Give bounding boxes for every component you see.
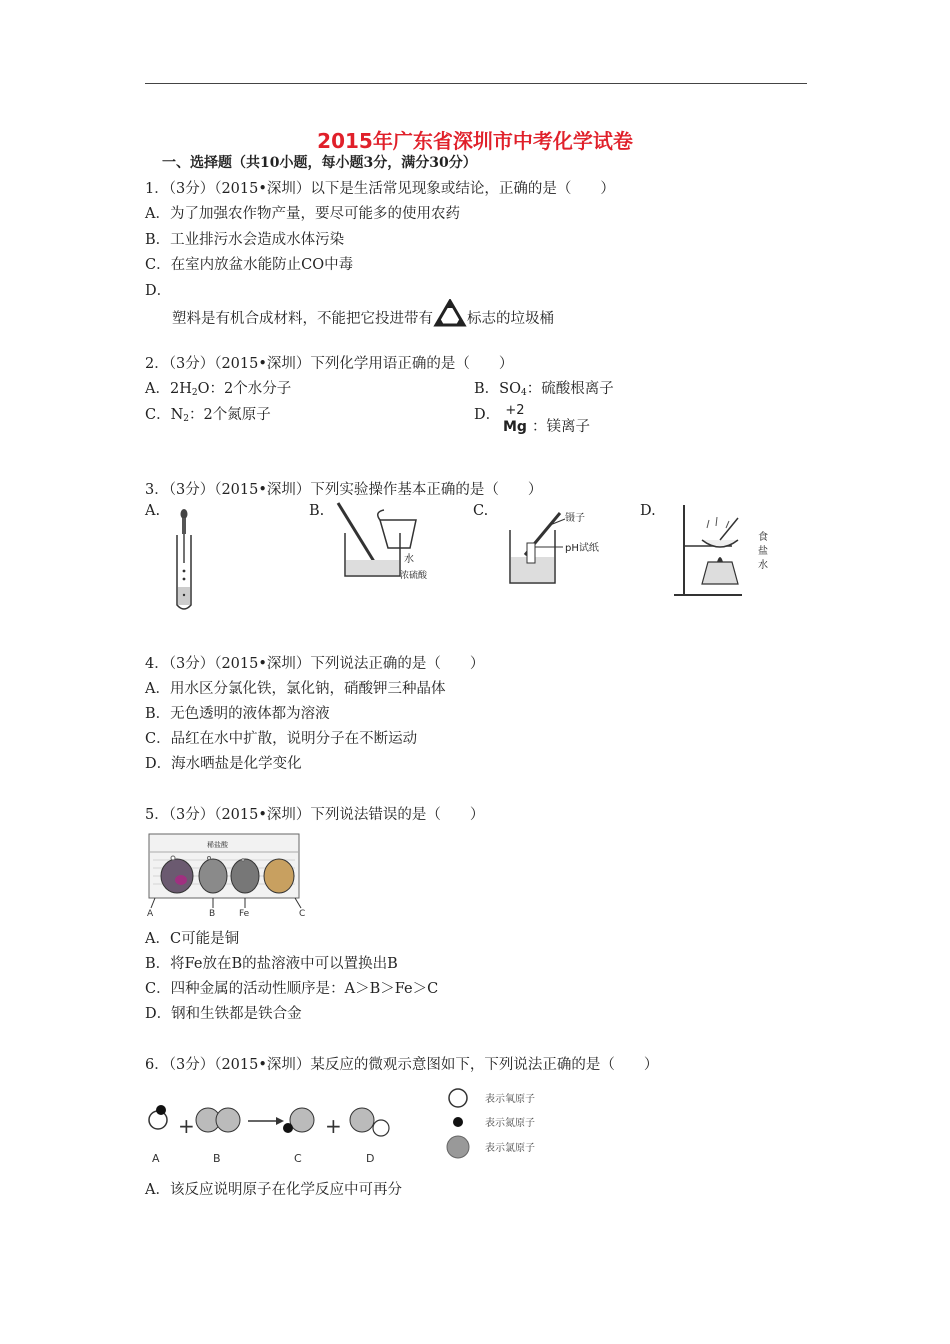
q2-option-d-formula <box>503 403 527 435</box>
header-rule <box>145 83 807 84</box>
q5-stem: 5．（3分）（2015•深圳）下列说法错误的是（ ） <box>145 807 485 823</box>
element-symbol: Mg <box>503 419 527 435</box>
q1-option-d-post: 标志的垃圾桶 <box>467 311 554 327</box>
q2-option-c: C．$N_2$：2个氮原子 <box>145 407 271 424</box>
q1-option-b: B．工业排污水会造成水体污染 <box>145 232 345 248</box>
salt-water-char-1: 食 <box>758 532 768 543</box>
evaporation-image <box>672 500 782 600</box>
molecule-label-b: B <box>213 1152 221 1165</box>
metal-label-c: C <box>299 909 306 918</box>
q1-option-c: C．在室内放盆水能防止CO中毒 <box>145 257 354 273</box>
q1-option-d-text <box>172 299 554 329</box>
q4-option-a: A．用水区分氯化铁，氯化钠，硝酸钾三种晶体 <box>145 681 446 697</box>
molecule-label-d: D <box>366 1152 375 1165</box>
q5-option-d: D．钢和生铁都是铁合金 <box>145 1006 302 1022</box>
page-title: 2015年广东省深圳市中考化学试卷 <box>317 129 633 153</box>
svg-text:+: + <box>178 1114 195 1138</box>
q1-option-d-pre: 塑料是有机合成材料，不能把它投进带有 <box>172 311 433 327</box>
q3-label-d: D. <box>640 503 656 519</box>
molecule-label-a: A <box>152 1152 160 1165</box>
legend-chlorine: 表示氯原子 <box>485 1143 535 1154</box>
acid-label: 稀盐酸 <box>207 841 228 849</box>
water-label: 水 <box>404 554 414 565</box>
q5-option-a: A．C可能是铜 <box>145 931 240 947</box>
salt-water-char-3: 水 <box>758 560 768 571</box>
svg-text:+: + <box>325 1114 342 1138</box>
q3-label-b: B. <box>309 503 325 519</box>
tweezers-label: 镊子 <box>565 513 585 524</box>
q2-option-d-text: ：镁离子 <box>532 419 590 435</box>
q1-option-a: A．为了加强农作物产量，要尽可能多的使用农药 <box>145 206 460 222</box>
acid-label: 浓硫酸 <box>400 571 428 581</box>
ph-paper-label: pH试纸 <box>565 543 599 554</box>
metal-label-b: B <box>209 909 216 918</box>
section-heading: 一、选择题（共10小题，每小题3分，满分30分） <box>162 155 477 171</box>
q3-label-a: A. <box>145 503 161 519</box>
q2-option-d-label: D． <box>474 407 501 423</box>
q4-option-c: C．品红在水中扩散，说明分子在不断运动 <box>145 731 418 747</box>
q1-option-d-label: D． <box>145 283 172 299</box>
charge-label: +2 <box>505 403 525 418</box>
q2-option-a: A．$2H_2O$：2个水分子 <box>145 381 292 398</box>
q4-stem: 4．（3分）（2015•深圳）下列说法正确的是（ ） <box>145 656 485 672</box>
q6-option-a: A．该反应说明原子在化学反应中可再分 <box>145 1182 402 1198</box>
molecule-label-c: C <box>294 1152 302 1165</box>
dilution-image <box>330 498 440 588</box>
q5-option-b: B．将Fe放在B的盐溶液中可以置换出B <box>145 956 398 972</box>
q5-option-c: C．四种金属的活动性顺序是：A＞B＞Fe＞C <box>145 981 439 997</box>
q4-option-b: B．无色透明的液体都为溶液 <box>145 706 330 722</box>
q2-option-b: B．$SO_4$：硫酸根离子 <box>474 381 614 398</box>
legend-nitrogen: 表示氮原子 <box>485 1118 535 1129</box>
ph-test-image <box>505 505 615 590</box>
legend-oxygen: 表示氧原子 <box>485 1094 535 1105</box>
q4-option-d: D．海水晒盐是化学变化 <box>145 756 302 772</box>
recycle-icon <box>433 299 467 329</box>
metals-in-acid-image <box>145 830 315 918</box>
q6-stem: 6．（3分）（2015•深圳）某反应的微观示意图如下，下列说法正确的是（ ） <box>145 1057 659 1073</box>
q3-stem: 3．（3分）（2015•深圳）下列实验操作基本正确的是（ ） <box>145 482 543 498</box>
metal-label-a: A <box>147 909 154 918</box>
q2-stem: 2．（3分）（2015•深圳）下列化学用语正确的是（ ） <box>145 356 514 372</box>
metal-label-fe: Fe <box>239 909 250 918</box>
test-tube-dropper-image <box>165 505 205 615</box>
salt-water-char-2: 盐 <box>758 546 768 557</box>
q1-stem: 1．（3分）（2015•深圳）以下是生活常见现象或结论，正确的是（ ） <box>145 181 615 197</box>
q3-label-c: C. <box>473 503 489 519</box>
reaction-diagram <box>140 1082 560 1170</box>
